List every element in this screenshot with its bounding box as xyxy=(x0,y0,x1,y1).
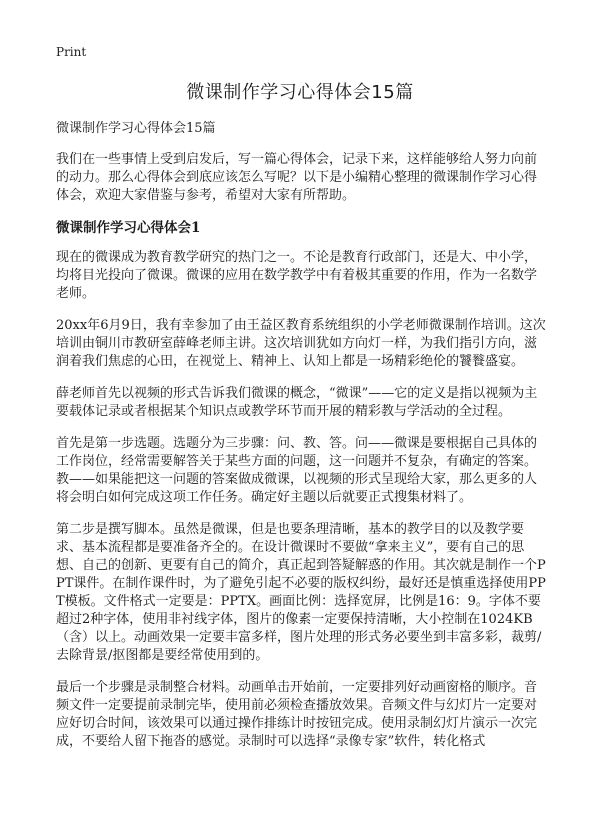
paragraph: 20xx年6月9日，我有幸参加了由王益区教育系统组织的小学老师微课制作培训。这次培训由铜川市教研室薛峰老师主讲。这次培训犹如方向灯一样，为我们指引方向，滋润着我们焦虑的心田，在视觉上、精神上、认知上都是一场精彩绝伦的饕餮盛宴。 xyxy=(56,318,546,369)
paragraph: 薛老师首先以视频的形式告诉我们微课的概念，“微课”——它的定义是指以视频为主要载体记录或者根据某个知识点或教学环节而开展的精彩教与学活动的全过程。 xyxy=(56,386,538,419)
article-subtitle: 微课制作学习心得体会15篇 xyxy=(56,121,216,136)
paragraph: 第二步是撰写脚本。虽然是微课，但是也要条理清晰，基本的教学目的以及教学要求、基本流程都是要准备齐全的。在设计微课时不要做“拿来主义”，要有自己的思想、自己的创新、更要有自己的简介，真正起到答疑解惑的作用。其次就是制作一个PPT课件。在制作课件时，为了避免引起不必要的版权纠纷，最好还是慎重选择使用PPT模板。文件格式一定要是：PPTX。画面比例：选择宽屏，比例是16：9。字体不要超过2种字体，使用非衬线字体，图片的像素一定要保持清晰，大小控制在1024KB（含）以上。动画效果一定要丰富多样，图片处理的形式务必要坐到丰富多彩，裁剪/去除背景/抠图都是要经常使用到的。 xyxy=(56,522,546,663)
section-heading: 微课制作学习心得体会1 xyxy=(56,220,201,236)
intro-paragraph: 我们在一些事情上受到启发后，写一篇心得体会，记录下来，这样能够给人努力向前的动力。那么心得体会到底应该怎么写呢？以下是小编精心整理的微课制作学习心得体会，欢迎大家借鉴与参考，希望对大家有所帮助。 xyxy=(56,152,538,203)
page-title: 微课制作学习心得体会15篇 xyxy=(186,82,414,103)
paragraph: 现在的微课成为教育教学研究的热门之一。不论是教育行政部门，还是大、中小学，均将目光投向了微课。微课的应用在数学教学中有着极其重要的作用，作为一名数学老师。 xyxy=(56,250,538,301)
print-link[interactable]: Print xyxy=(56,45,87,59)
paragraph: 最后一个步骤是录制整合材料。动画单击开始前，一定要排列好动画窗格的顺序。音频文件一定要提前录制完毕，使用前必须检查播放效果。音频文件与幻灯片一定要对应好切合时间，该效果可以通过操作排练计时按钮完成。使用录制幻灯片演示一次完成，不要给人留下拖沓的感觉。录制时可以选择“录像专家”软件，转化格式 xyxy=(56,680,538,749)
paragraph: 首先是第一步选题。选题分为三步骤：问、教、答。问——微课是要根据自己具体的工作岗位，经常需要解答关于某些方面的问题，这一问题并不复杂，有确定的答案。教——如果能把这一问题的答案做成微课，以视频的形式呈现给大家，那么更多的人将会明白如何完成这项工作任务。确定好主题以后就要正式搜集材料了。 xyxy=(56,436,538,505)
article-body xyxy=(56,120,546,765)
